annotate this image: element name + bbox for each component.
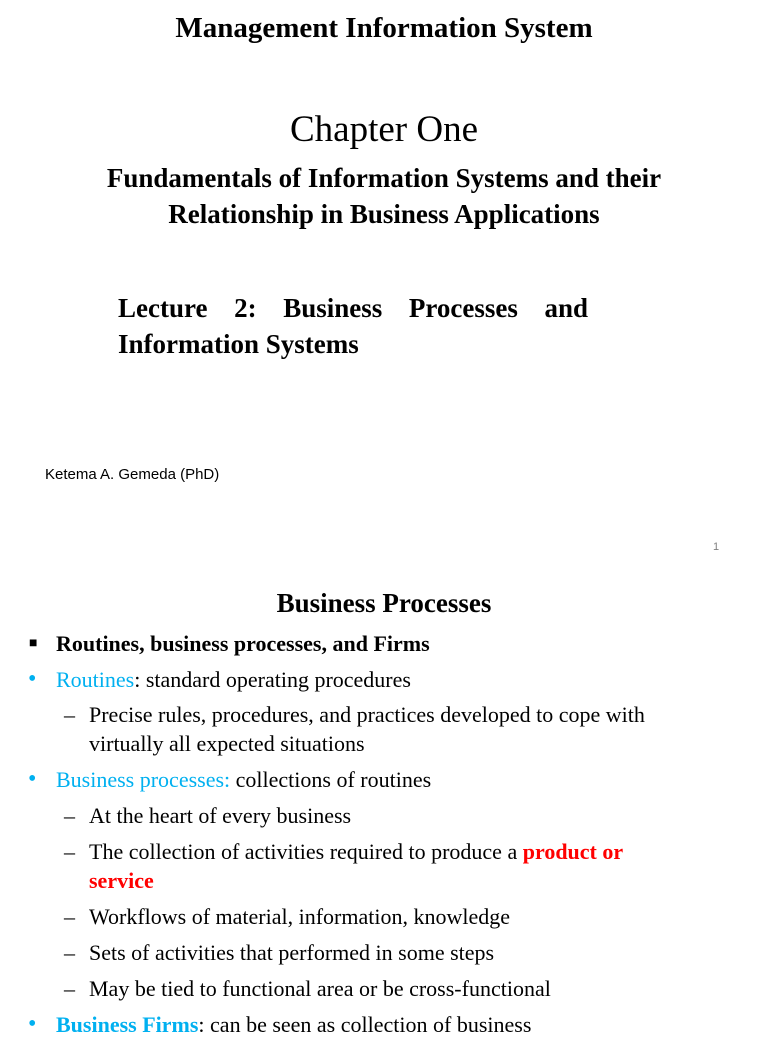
dash-bullet-icon: – [64, 940, 75, 965]
sub-item-text: May be tied to functional area or be cross-functional [89, 976, 551, 1001]
subtitle-line-2: Relationship in Business Applications [168, 199, 600, 229]
dot-bullet-icon: • [28, 1011, 37, 1037]
heading-bullet-text: Routines, business processes, and Firms [56, 631, 430, 656]
dash-bullet-icon: – [64, 976, 75, 1001]
slide-2 [0, 566, 768, 1037]
lecture-title [118, 290, 588, 362]
routines-item [56, 665, 746, 694]
sub-item-text: Workflows of material, information, knowledge [89, 904, 511, 929]
slide-title: Business Processes [276, 588, 492, 618]
routines-term: Routines [56, 667, 135, 692]
business-firms-definition: : can be seen as collection of business [198, 1012, 532, 1037]
dot-bullet-icon: • [28, 666, 37, 692]
dash-bullet-icon: – [64, 904, 75, 929]
highlight-text: product or [522, 839, 624, 864]
business-firms-term: Business Firms [56, 1012, 199, 1037]
sub-item-line: Precise rules, procedures, and practices developed to cope with [89, 702, 645, 727]
sub-item-line: virtually all expected situations [89, 731, 365, 756]
chapter-title: Chapter One [289, 109, 479, 150]
course-title: Management Information System [175, 12, 593, 44]
dot-bullet-icon: • [28, 766, 37, 792]
square-bullet-icon: ■ [29, 636, 38, 651]
business-processes-term: Business processes: [56, 767, 231, 792]
lecture-line-2: Information Systems [118, 329, 359, 359]
business-processes-item [56, 765, 746, 794]
highlight-text: service [89, 868, 154, 893]
lecture-line-1: Lecture 2: Business Processes and [118, 293, 588, 323]
author-name: Ketema A. Gemeda (PhD) [45, 466, 220, 483]
sub-item-text: Sets of activities that performed in some steps [89, 940, 495, 965]
subtitle-line-1: Fundamentals of Information Systems and their [106, 163, 662, 193]
dash-bullet-icon: – [64, 803, 75, 828]
sub-item-text: At the heart of every business [89, 803, 352, 828]
sub-item-prefix: The collection of activities required to produce a [89, 839, 523, 864]
business-firms-item [56, 1010, 746, 1039]
dash-bullet-icon: – [64, 702, 75, 727]
page-number: 1 [713, 541, 720, 553]
chapter-subtitle [0, 160, 768, 232]
sub-item-text [89, 837, 729, 895]
business-processes-definition: collections of routines [230, 767, 432, 792]
routines-definition: : standard operating procedures [134, 667, 411, 692]
sub-item-text [89, 700, 729, 758]
dash-bullet-icon: – [64, 839, 75, 864]
